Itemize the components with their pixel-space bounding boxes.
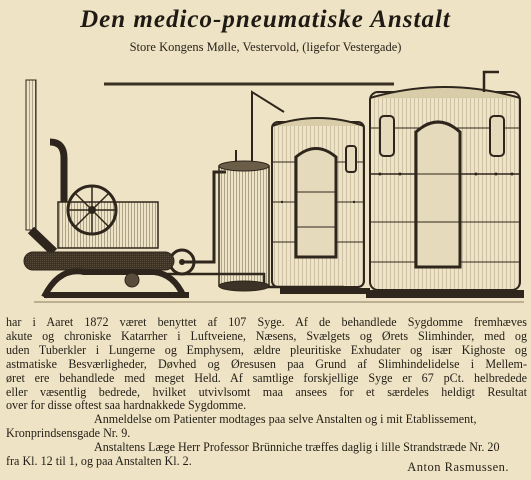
body-line: eller væsentlig bedrede, hvilket utvivlsomt maa ansees for et særdeles heldigt Resultat bbox=[6, 384, 527, 399]
doctor-hours-line: fra Kl. 12 til 1, og paa Anstalten Kl. 2. bbox=[6, 454, 192, 469]
body-line: akute og chroniske Katarrher i Luftveiene, Næsens, Svælgets og Ørets Slimhinder, med og bbox=[6, 328, 527, 343]
body-line: over for disse oftest saa hardnakkede Sygdomme. bbox=[6, 398, 247, 413]
body-text bbox=[6, 316, 527, 469]
doctor-hours-line: Anstaltens Læge Herr Professor Brünniche træffes daglig i lille Strandstræde Nr. 20 bbox=[94, 440, 500, 455]
body-line: astmatiske Besværligheder, Døvhed og Øresusen paa Grund af Slimhindelidelse i Mellem- bbox=[6, 356, 527, 371]
page-title: Den medico-pneumatiske Anstalt bbox=[80, 6, 451, 33]
body-line: uden Tuberkler i Lungerne og Emphysem, ældre pleuritiske Exhudater og især Kighoste og bbox=[6, 342, 527, 357]
apparatus-engraving bbox=[14, 62, 528, 312]
signature: Anton Rasmussen. bbox=[407, 460, 509, 474]
address-subtitle: Store Kongens Mølle, Vestervold, (ligefor Vestergade) bbox=[129, 40, 402, 54]
body-line: øret ere behandlede med meget Held. Af samtlige forskjellige Syge er 67 pCt. helbredede bbox=[6, 370, 527, 385]
registration-line: Kronprindsensgade Nr. 9. bbox=[6, 426, 131, 441]
registration-line: Anmeldelse om Patienter modtages paa selve Anstalten og i mit Etablissement, bbox=[94, 412, 477, 427]
body-line: har i Aaret 1872 været benyttet af 107 Syge. Af de behandlede Sygdomme fremhæves bbox=[6, 315, 527, 329]
